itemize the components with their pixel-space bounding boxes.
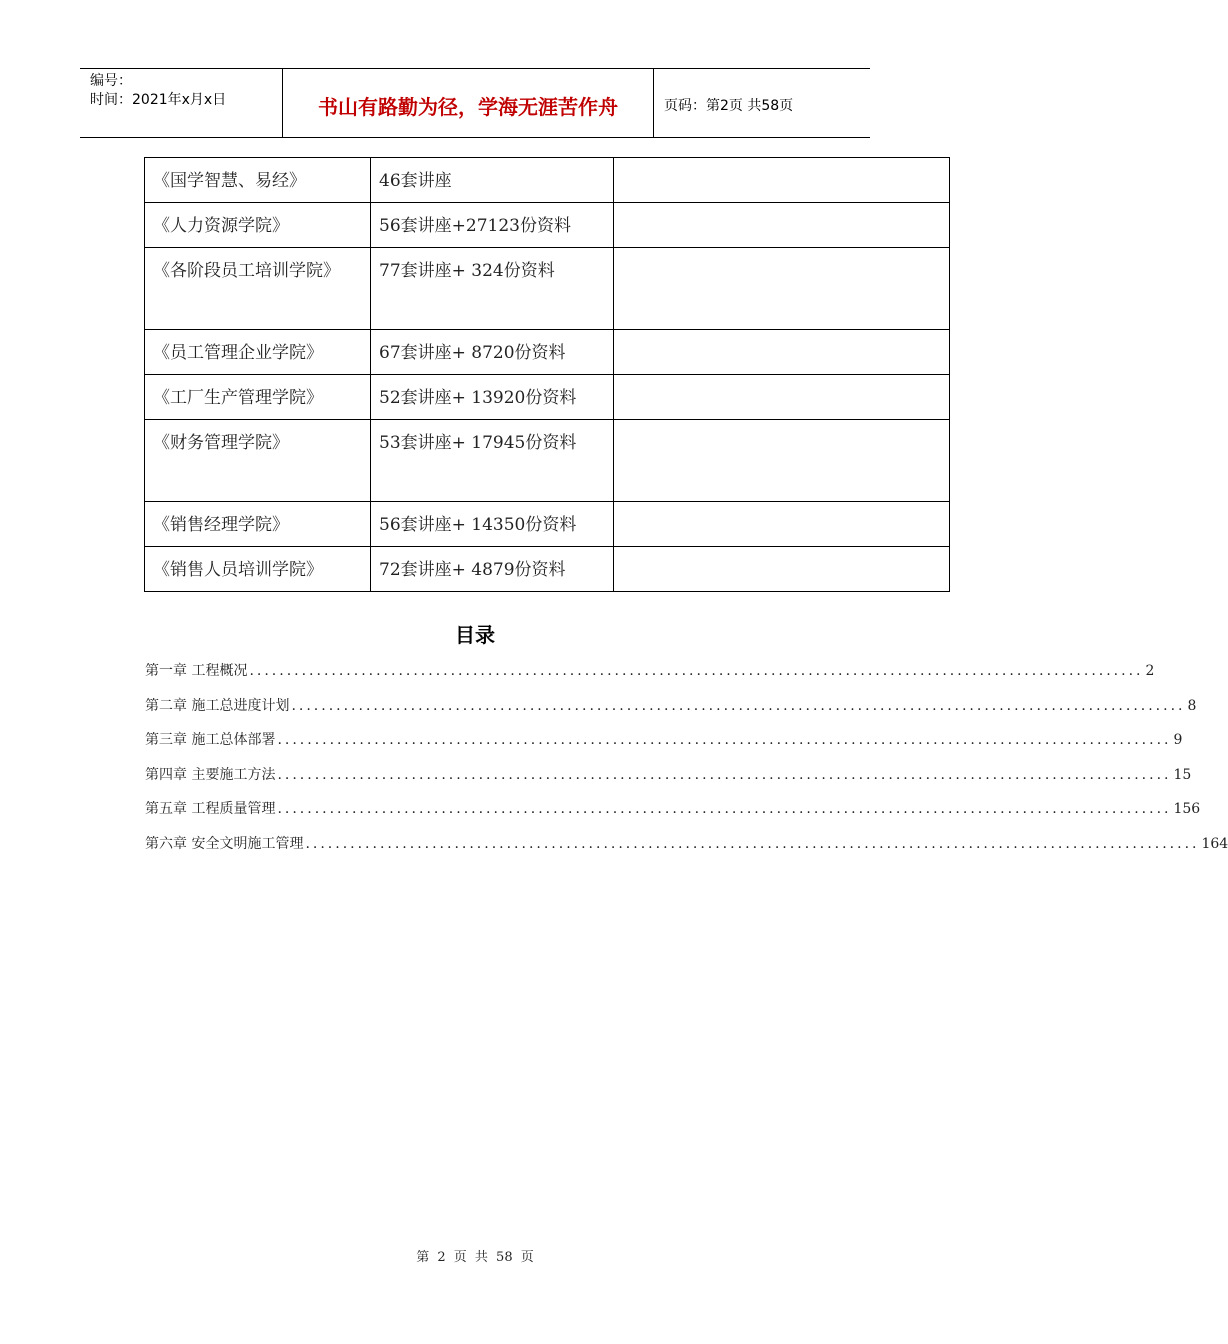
course-content: 77套讲座+ 324份资料 [371,248,614,330]
table-row [145,502,950,547]
course-name: 《销售人员培训学院》 [145,547,371,592]
toc-leader-dots: ........................................................................................................................ [277,732,1172,748]
course-name: 《员工管理企业学院》 [145,330,371,375]
table-row [145,330,950,375]
header-meta [80,69,282,137]
course-note [614,375,950,420]
course-content: 67套讲座+ 8720份资料 [371,330,614,375]
header-motto: 书山有路勤为径，学海无涯苦作舟 [282,69,654,137]
course-note [614,502,950,547]
course-name: 《国学智慧、易经》 [145,158,371,203]
course-name: 《销售经理学院》 [145,502,371,547]
toc-entry-page: 156 [1173,801,1201,817]
table-row [145,547,950,592]
table-row [145,420,950,502]
toc-entry-page: 2 [1145,663,1155,679]
toc-entry-page: 9 [1173,732,1183,748]
course-name: 《财务管理学院》 [145,420,371,502]
course-note [614,158,950,203]
toc-entry-label: 第一章 工程概况 [145,663,248,679]
toc-entry[interactable] [145,762,1192,797]
toc-entry-page: 15 [1173,766,1192,783]
course-content: 56套讲座+27123份资料 [371,203,614,248]
table-row [145,375,950,420]
toc-leader-dots: ........................................................................................................................ [277,801,1172,817]
table-row [145,203,950,248]
page-footer: 第 2 页 共 58 页 [416,1250,534,1265]
toc-entry-label: 第四章 主要施工方法 [145,766,276,783]
header-page-info: 页码：第2页 共58页 [664,98,794,114]
toc-title: 目录 [455,623,495,647]
table-row [145,158,950,203]
course-content: 72套讲座+ 4879份资料 [371,547,614,592]
toc-entry-label: 第二章 施工总进度计划 [145,697,290,714]
course-note [614,248,950,330]
courses-table [144,157,950,592]
toc-entry-label: 第三章 施工总体部署 [145,732,276,748]
toc-entry-page: 164 [1201,835,1228,852]
course-content: 52套讲座+ 13920份资料 [371,375,614,420]
toc-entry[interactable] [145,727,1183,762]
toc-leader-dots: ........................................................................................................................ [305,835,1200,852]
toc-leader-dots: ........................................................................................................................ [277,766,1172,783]
header-time: 时间：2021年x月x日 [90,92,227,108]
toc-entry[interactable] [145,693,1197,728]
toc-entry[interactable] [145,796,1201,831]
course-name: 《人力资源学院》 [145,203,371,248]
header-number: 编号： [90,73,132,89]
toc-leader-dots: ........................................................................................................................ [249,663,1144,679]
course-name: 《各阶段员工培训学院》 [145,248,371,330]
course-content: 56套讲座+ 14350份资料 [371,502,614,547]
course-content: 53套讲座+ 17945份资料 [371,420,614,502]
toc-entry[interactable] [145,658,1155,693]
table-row [145,248,950,330]
course-note [614,203,950,248]
course-note [614,330,950,375]
toc-entry-label: 第六章 安全文明施工管理 [145,835,304,852]
page-header [80,68,870,138]
toc-entry-label: 第五章 工程质量管理 [145,801,276,817]
course-note [614,547,950,592]
course-content: 46套讲座 [371,158,614,203]
toc-entry-page: 8 [1187,697,1197,714]
toc-leader-dots: ........................................................................................................................ [291,697,1186,714]
table-of-contents [145,658,1228,865]
course-note [614,420,950,502]
course-name: 《工厂生产管理学院》 [145,375,371,420]
toc-entry[interactable] [145,831,1228,866]
